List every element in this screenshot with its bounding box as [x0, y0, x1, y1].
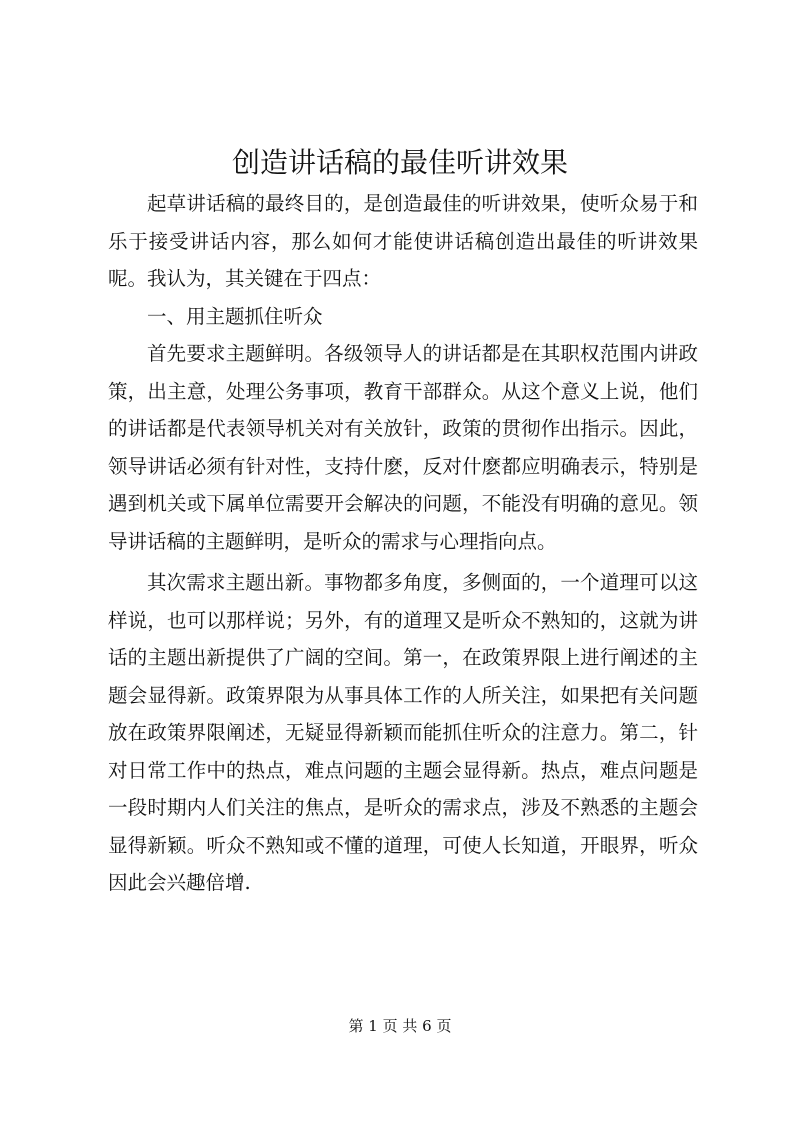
body-paragraph-1: 首先要求主题鲜明。各级领导人的讲话都是在其职权范围内讲政策，出主意，处理公务事项，教育干部群众。从这个意义上说，他们的讲话都是代表领导机关对有关放针，政策的贯彻作出指示。因此，领导讲话必须有针对性，支持什麽，反对什麽都应明确表示，特别是遇到机关或下属单位需要开会解决的问题，不能没有明确的意见。领导讲话稿的主题鲜明，是听众的需求与心理指向点。 — [108, 342, 698, 553]
document-title: 创造讲话稿的最佳听讲效果 — [231, 146, 568, 179]
intro-paragraph: 起草讲话稿的最终目的，是创造最佳的听讲效果，使听众易于和乐于接受讲话内容，那么如何才能使讲话稿创造出最佳的听讲效果呢。我认为，其关键在于四点： — [108, 192, 698, 290]
page-footer: 第 1 页 共 6 页 — [348, 1017, 452, 1035]
section-heading: 一、用主题抓住听众 — [147, 304, 323, 328]
body-paragraph-2: 其次需求主题出新。事物都多角度，多侧面的，一个道理可以这样说，也可以那样说；另外，有的道理又是听众不熟知的，这就为讲话的主题出新提供了广阔的空间。第一，在政策界限上进行阐述的主题会显得新。政策界限为从事具体工作的人所关注，如果把有关问题放在政策界限阐述，无疑显得新颖而能抓住听众的注意力。第二，针对日常工作中的热点，难点问题的主题会显得新。热点，难点问题是一段时期内人们关注的焦点，是听众的需求点，涉及不熟悉的主题会显得新颖。听众不熟知或不懂的道理，可使人长知道，开眼界，听众因此会兴趣倍增. — [108, 571, 698, 894]
document-body — [108, 185, 698, 902]
